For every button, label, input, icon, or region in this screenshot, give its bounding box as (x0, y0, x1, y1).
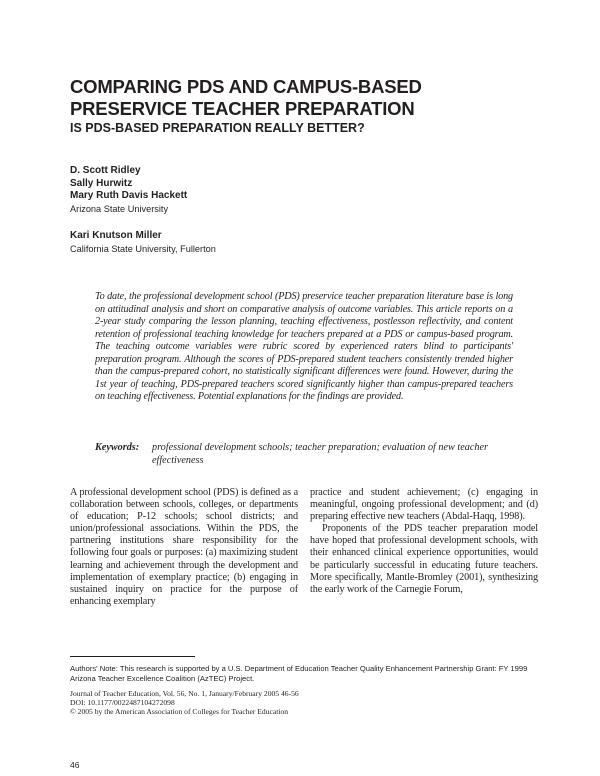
body-paragraph: Proponents of the PDS teacher preparation model have hoped that professional development schools, with their enhanced clinical experience opportunities, would be particularly successful in educating future teachers. More specifically, Mantle-Bromley (2001), synthesizing the early work of the Carnegie Forum, (310, 523, 538, 595)
body-column-left (70, 487, 298, 608)
title-line-2: PRESERVICE TEACHER PREPARATION (70, 98, 415, 119)
title-line-1: COMPARING PDS AND CAMPUS-BASED (70, 76, 422, 97)
author-name: Mary Ruth Davis Hackett (70, 190, 188, 202)
author-name: D. Scott Ridley (70, 165, 141, 176)
author-affiliation: California State University, Fullerton (70, 243, 216, 254)
author-block-2 (70, 230, 216, 255)
footnote-rule (70, 656, 195, 657)
body-paragraph: practice and student achievement; (c) engaging in meaningful, ongoing professional development; and (d) preparing effective new teachers (Abdal-Haqq, 1998). (310, 487, 538, 523)
journal-citation: Journal of Teacher Education, Vol. 56, No. 1, January/February 2005 46-56 (70, 689, 299, 698)
article-subtitle: IS PDS-BASED PREPARATION REALLY BETTER? (70, 121, 365, 135)
authors-note: Authors' Note: This research is supported by a U.S. Department of Education Teacher Quality Enhancement Partnership Grant: FY 1999 Arizona Teacher Excellence Coalition (AzTEC) Project. (70, 664, 528, 683)
author-block-1 (70, 165, 187, 215)
doi: DOI: 10.1177/0022487104272098 (70, 697, 175, 707)
page-number: 46 (70, 760, 80, 770)
author-name: Kari Knutson Miller (70, 230, 162, 241)
keywords-text: professional development schools; teacher preparation; evaluation of new teacher effectiveness (152, 442, 488, 466)
body-column-right (310, 487, 538, 596)
author-affiliation: Arizona State University (70, 203, 169, 214)
author-name: Sally Hurwitz (70, 177, 133, 189)
journal-info (70, 690, 540, 716)
abstract: To date, the professional development school (PDS) preservice teacher preparation literature base is long on attitudinal analysis and short on comparative analysis of outcome variables. This article reports on a 2-year study comparing the lesson planning, teaching effectiveness, postlesson reflectivity, and content retention of professional teaching knowledge for teachers prepared at a PDS or campus-based program. The teaching outcome variables were rubric scored by experienced raters blind to participants' preparation program. Although the scores of PDS-prepared student teachers consistently trended higher than the campus-prepared cohort, no statistically significant differences were found. However, during the 1st year of teaching, PDS-prepared teachers scored significantly higher than campus-prepared teachers on teaching effectiveness. Potential explanations for the findings are provided. (95, 291, 513, 403)
body-paragraph: A professional development school (PDS) is defined as a collaboration between schools, colleges, or departments of education; P-12 schools; school districts; and union/professional associations. Within the PDS, the partnering institutions share responsibility for the following four goals or purposes: (a) maximizing student learning and achievement through the development and implementation of exemplary practice; (b) engaging in sustained inquiry on practice for the purpose of enhancing exemplary (70, 487, 298, 607)
copyright: © 2005 by the American Association of Colleges for Teacher Education (70, 706, 289, 716)
article-title (70, 76, 540, 120)
keywords-label: Keywords: (95, 442, 140, 453)
